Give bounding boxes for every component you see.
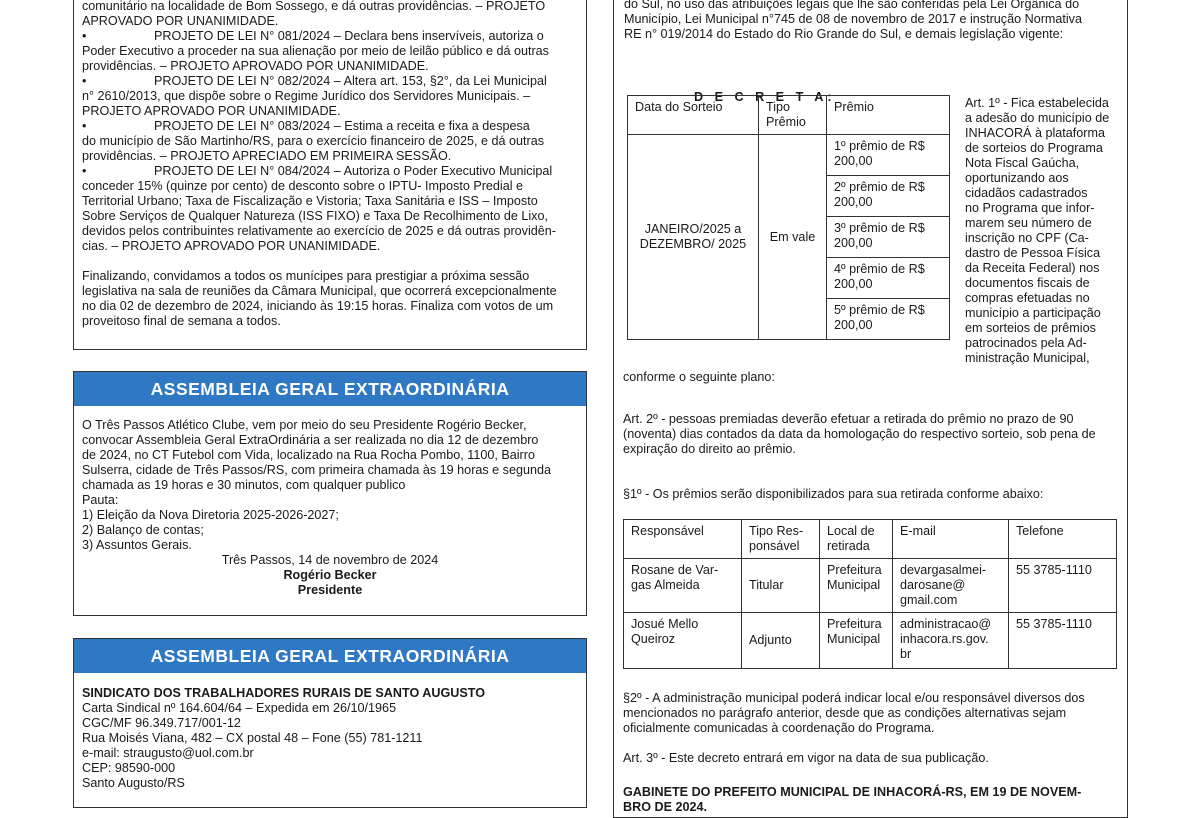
bullet-icon: •	[82, 164, 87, 178]
bullet-icon: •	[82, 29, 87, 43]
prize-cell: 4º prêmio de R$ 200,00	[827, 258, 950, 299]
council-session-notice	[73, 0, 587, 350]
bullet-icon: •	[82, 119, 87, 133]
union-info-line: e-mail: straugusto@uol.com.br	[82, 746, 254, 760]
assembly-text-line: Sulserra, cidade de Três Passos/RS, com primeira chamada às 19 horas e segunda	[82, 463, 552, 477]
article-1-line: oportunizando aos	[965, 171, 1069, 185]
bill-item	[82, 74, 578, 119]
prize-table-header: Tipo Prêmio	[759, 96, 827, 135]
article-1-line: da Receita Federal) nos	[965, 261, 1100, 275]
paragraph-2-line: mencionados no parágrafo anterior, desde que as condições alternativas sejam	[623, 706, 1067, 720]
prize-cell: 1º prêmio de R$ 200,00	[827, 135, 950, 176]
paragraph-2-line: §2º - A administração municipal poderá indicar local e/ou responsável diversos dos	[623, 691, 1085, 705]
prize-table-header: Data do Sorteio	[628, 96, 759, 135]
prize-table	[627, 95, 950, 340]
assembly-date: Três Passos, 14 de novembro de 2024	[221, 553, 439, 567]
decree-intro-line: RE n° 019/2014 do Estado do Rio Grande do Sul, e demais legislação vigente:	[624, 27, 1064, 41]
article-1-line: INHACORÁ à plataforma	[965, 126, 1105, 140]
article-1-line: a adesão do município de	[965, 111, 1110, 125]
article-1-line: de sorteios do Programa	[965, 141, 1103, 155]
prize-cell: 5º prêmio de R$ 200,00	[827, 299, 950, 340]
decree-intro-line: do Sul, no uso das atribuições legais que lhe são conferidas pela Lei Orgânica do	[624, 0, 1080, 11]
assembly-text-line: chamada as 19 horas e 30 minutos, com qualquer publico	[82, 478, 406, 492]
article-1-line: ministração Municipal,	[965, 351, 1090, 365]
assembly-text-line: de 2024, no CT Futebol com Vida, localizado na Rua Rocha Pombo, 1100, Bairro	[82, 448, 535, 462]
union-info-line: CGC/MF 96.349.717/001-12	[82, 716, 241, 730]
bill-text-line: n° 2610/2013, que dispõe sobre o Regime Jurídico dos Servidores Municipais. –	[82, 89, 531, 103]
cabinet-signature	[623, 785, 1118, 815]
prize-table-header: Prêmio	[827, 96, 950, 135]
article-2-line: (noventa) dias contados da data da homologação do respectivo sorteio, sob pena de	[623, 427, 1096, 441]
bullet-icon: •	[82, 74, 87, 88]
assembly-text-line: 2) Balanço de contas;	[82, 523, 204, 537]
assembly-notice-tres-passos	[73, 371, 587, 616]
bill-title: PROJETO DE LEI N° 082/2024 – Altera art. 153, §2°, da Lei Municipal	[154, 74, 547, 88]
paragraph-1: §1º - Os prêmios serão disponibilizados para sua retirada conforme abaixo:	[623, 487, 1044, 501]
article-2	[623, 412, 1118, 457]
resp-cell: Adjunto	[742, 613, 820, 669]
bill-item	[82, 164, 578, 254]
article-1-line: inscrição no CPF (Ca-	[965, 231, 1089, 245]
article-1-line: em sorteios de prêmios	[965, 321, 1096, 335]
intro-line: comunitário na localidade de Bom Sossego, e dá outras providências. – PROJETO APROVADO POR UNANIMIDADE.	[82, 0, 546, 28]
prize-cell: 3º prêmio de R$ 200,00	[827, 217, 950, 258]
bill-text-line: cias. – PROJETO APROVADO POR UNANIMIDADE.	[82, 239, 381, 253]
bill-text-line: providências. – PROJETO APROVADO POR UNANIMIDADE.	[82, 59, 429, 73]
resp-header: Local de retirada	[820, 520, 893, 559]
bill-title: PROJETO DE LEI N° 083/2024 – Estima a receita e fixa a despesa	[154, 119, 530, 133]
bill-text-line: PROJETO APROVADO POR UNANIMIDADE.	[82, 104, 341, 118]
resp-cell: Titular	[742, 559, 820, 613]
prize-period: JANEIRO/2025 a DEZEMBRO/ 2025	[628, 135, 759, 340]
assembly-title: ASSEMBLEIA GERAL EXTRAORDINÁRIA	[74, 639, 586, 673]
assembly-text-line: convocar Assembleia Geral ExtraOrdinária a ser realizada no dia 12 de dezembro	[82, 433, 539, 447]
plan-text: conforme o seguinte plano:	[623, 370, 775, 384]
article-1-line: Nota Fiscal Gaúcha,	[965, 156, 1080, 170]
article-2-line: Art. 2º - pessoas premiadas deverão efetuar a retirada do prêmio no prazo de 90	[623, 412, 1074, 426]
cabinet-line: GABINETE DO PREFEITO MUNICIPAL DE INHACORÁ-RS, EM 19 DE NOVEM-	[623, 785, 1082, 799]
union-info-line: CEP: 98590-000	[82, 761, 176, 775]
resp-header: Tipo Res- ponsável	[742, 520, 820, 559]
assembly-text-line: Pauta:	[82, 493, 119, 507]
article-1-line: patrocinados pela Ad-	[965, 336, 1087, 350]
bill-item	[82, 119, 578, 164]
bill-text-line: providências. – PROJETO APRECIADO EM PRIMEIRA SESSÃO.	[82, 149, 452, 163]
assembly-title: ASSEMBLEIA GERAL EXTRAORDINÁRIA	[74, 372, 586, 406]
bill-text-line: Poder Executivo a proceder na sua alienação por meio de leilão público e dá outras	[82, 44, 549, 58]
bill-text-line: Territorial Urbano; Taxa de Fiscalização e Vistoria; Taxa Sanitária e ISS – Imposto	[82, 194, 538, 208]
paragraph-2	[623, 691, 1118, 736]
article-3: Art. 3º - Este decreto entrará em vigor na data de sua publicação.	[623, 751, 989, 765]
assembly-role: Presidente	[297, 583, 363, 597]
bill-item	[82, 29, 578, 74]
article-1-line: dastro de Pessoa Física	[965, 246, 1101, 260]
assembly-text-line: O Três Passos Atlético Clube, vem por meio do seu Presidente Rogério Becker,	[82, 418, 527, 432]
article-1-line: cidadãos cadastrados	[965, 186, 1088, 200]
article-1-line: marem seu número de	[965, 216, 1092, 230]
resp-header: Telefone	[1009, 520, 1117, 559]
bill-title: PROJETO DE LEI N° 084/2024 – Autoriza o Poder Executivo Municipal	[154, 164, 553, 178]
union-name: SINDICATO DOS TRABALHADORES RURAIS DE SANTO AUGUSTO	[82, 686, 486, 700]
assembly-notice-santo-augusto	[73, 638, 587, 808]
prize-cell: 2º prêmio de R$ 200,00	[827, 176, 950, 217]
assembly-text-line: 3) Assuntos Gerais.	[82, 538, 192, 552]
union-info-line: Rua Moisés Viana, 482 – CX postal 48 – Fone (55) 781-1211	[82, 731, 423, 745]
decree-notice	[613, 0, 1128, 818]
resp-cell: Prefeitura Municipal	[820, 613, 893, 669]
resp-cell: 55 3785-1110	[1009, 613, 1117, 669]
closing-line: Finalizando, convidamos a todos os munícipes para prestigiar a próxima sessão	[82, 269, 530, 283]
bill-first-line	[82, 29, 578, 44]
closing-line: no dia 02 de dezembro de 2024, iniciando às 19:15 horas. Finaliza com votos de um	[82, 299, 554, 313]
closing-line: legislativa na sala de reuniões da Câmara Municipal, que ocorrerá excepcionalmente	[82, 284, 557, 298]
closing-line: proveitoso final de semana a todos.	[82, 314, 281, 328]
assembly-text-line: 1) Eleição da Nova Diretoria 2025-2026-2027;	[82, 508, 339, 522]
article-1-line: documentos fiscais de	[965, 276, 1090, 290]
bill-first-line	[82, 164, 578, 179]
article-1-line: no Programa que infor-	[965, 201, 1095, 215]
bill-first-line	[82, 74, 578, 89]
article-1-line: compras efetuadas no	[965, 291, 1090, 305]
assembly-signer: Rogério Becker	[283, 568, 377, 582]
bill-title: PROJETO DE LEI N° 081/2024 – Declara bens inservíveis, autoriza o	[154, 29, 544, 43]
resp-cell: Josué Mello Queiroz	[624, 613, 742, 669]
resp-cell: 55 3785-1110	[1009, 559, 1117, 613]
bill-text-line: Sobre Serviços de Qualquer Natureza (ISS FIXO) e Taxa De Recolhimento de Lixo,	[82, 209, 548, 223]
resp-cell: administracao@ inhacora.rs.gov. br	[893, 613, 1009, 669]
article-1-line: Art. 1º - Fica estabelecida	[965, 96, 1109, 110]
resp-cell: devargasalmei- darosane@ gmail.com	[893, 559, 1009, 613]
resp-header: E-mail	[893, 520, 1009, 559]
resp-header: Responsável	[624, 520, 742, 559]
decree-intro-line: Município, Lei Municipal n°745 de 08 de novembro de 2017 e instrução Normativa	[624, 12, 1082, 26]
union-info-line: Carta Sindical nº 164.604/64 – Expedida em 26/10/1965	[82, 701, 397, 715]
bill-text-line: do município de São Martinho/RS, para o exercício financeiro de 2025, e dá outras	[82, 134, 545, 148]
responsible-table	[623, 519, 1117, 669]
article-1-line: município a participação	[965, 306, 1101, 320]
resp-cell: Rosane de Var- gas Almeida	[624, 559, 742, 613]
article-2-line: expiração do direito ao prêmio.	[623, 442, 796, 456]
bill-first-line	[82, 119, 578, 134]
prize-type: Em vale	[759, 135, 827, 340]
article-1	[965, 96, 1119, 366]
resp-cell: Prefeitura Municipal	[820, 559, 893, 613]
decreta-heading: D E C R E T A:	[694, 90, 836, 104]
bill-text-line: devidos pelos contribuintes relativamente ao exercício de 2025 e dá outras providên-	[82, 224, 556, 238]
union-info-line: Santo Augusto/RS	[82, 776, 185, 790]
paragraph-2-line: oficialmente comunicadas à coordenação do Programa.	[623, 721, 935, 735]
bill-text-line: conceder 15% (quinze por cento) de desconto sobre o IPTU- Imposto Predial e	[82, 179, 524, 193]
cabinet-line: BRO DE 2024.	[623, 800, 707, 814]
